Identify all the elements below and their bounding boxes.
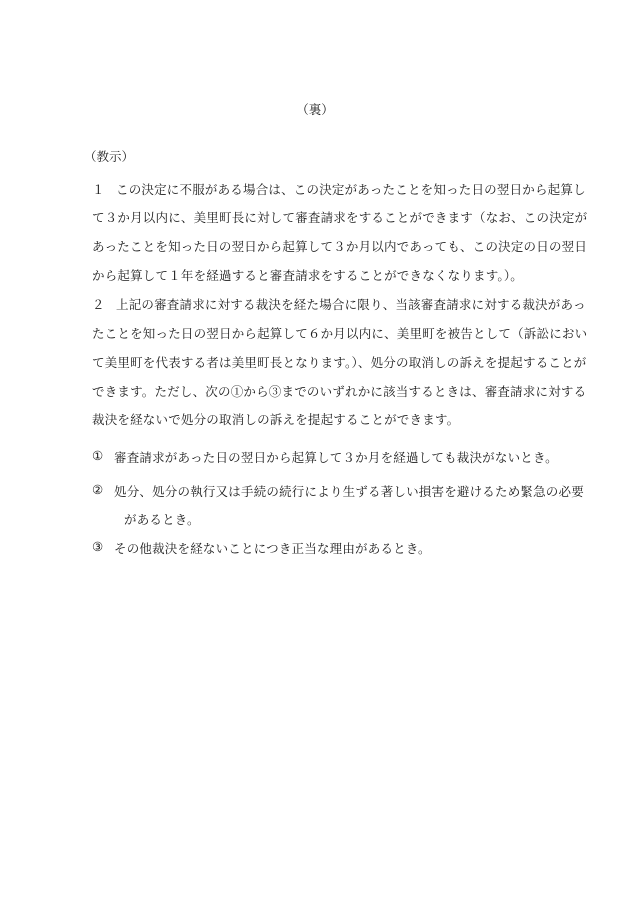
item-1-line-1: この決定に不服がある場合は、この決定があったことを知った日の翌日から起算し <box>116 182 586 197</box>
item-2-line-1: 上記の審査請求に対する裁決を経た場合に限り、当該審査請求に対する裁決があっ <box>116 297 586 312</box>
section-label: （教示） <box>84 149 135 164</box>
item-1-number: １ <box>92 182 105 197</box>
page-side-label: （裏） <box>296 102 334 117</box>
item-1-line-4: から起算して１年を経過すると審査請求をすることができなくなります。）。 <box>92 268 524 283</box>
item-1-line-2: て３か月以内に、美里町長に対して審査請求をすることができます（なお、この決定が <box>92 210 588 225</box>
item-2-line-2: たことを知った日の翌日から起算して６か月以内に、美里町を被告として（訴訟におい <box>92 326 588 341</box>
sub-item-3-line-1: その他裁決を経ないことにつき正当な理由があるとき。 <box>114 541 431 556</box>
sub-item-1-line-1: 審査請求があった日の翌日から起算して３か月を経過しても裁決がないとき。 <box>114 450 558 465</box>
sub-item-3-marker: ③ <box>92 539 104 554</box>
item-2-line-5: 裁決を経ないで処分の取消しの訴えを提起することができます。 <box>92 412 460 427</box>
sub-item-2-marker: ② <box>92 482 104 497</box>
sub-item-1-marker: ① <box>92 448 104 463</box>
sub-item-2-line-2-text: があるとき。 <box>124 512 200 527</box>
item-2-line-3: て美里町を代表する者は美里町長となります。）、処分の取消しの訴えを提起することが <box>92 355 587 370</box>
item-2-line-4: できます。ただし、次の①から③までのいずれかに該当するときは、審査請求に対する <box>92 384 587 399</box>
item-1-line-3: あったことを知った日の翌日から起算して３か月以内であっても、この決定の日の翌日 <box>92 239 588 254</box>
item-2-number: ２ <box>92 297 105 312</box>
sub-item-2-line-2 <box>114 510 200 528</box>
sub-item-2-line-1: 処分、処分の執行又は手続の続行により生ずる著しい損害を避けるため緊急の必要 <box>114 484 584 499</box>
